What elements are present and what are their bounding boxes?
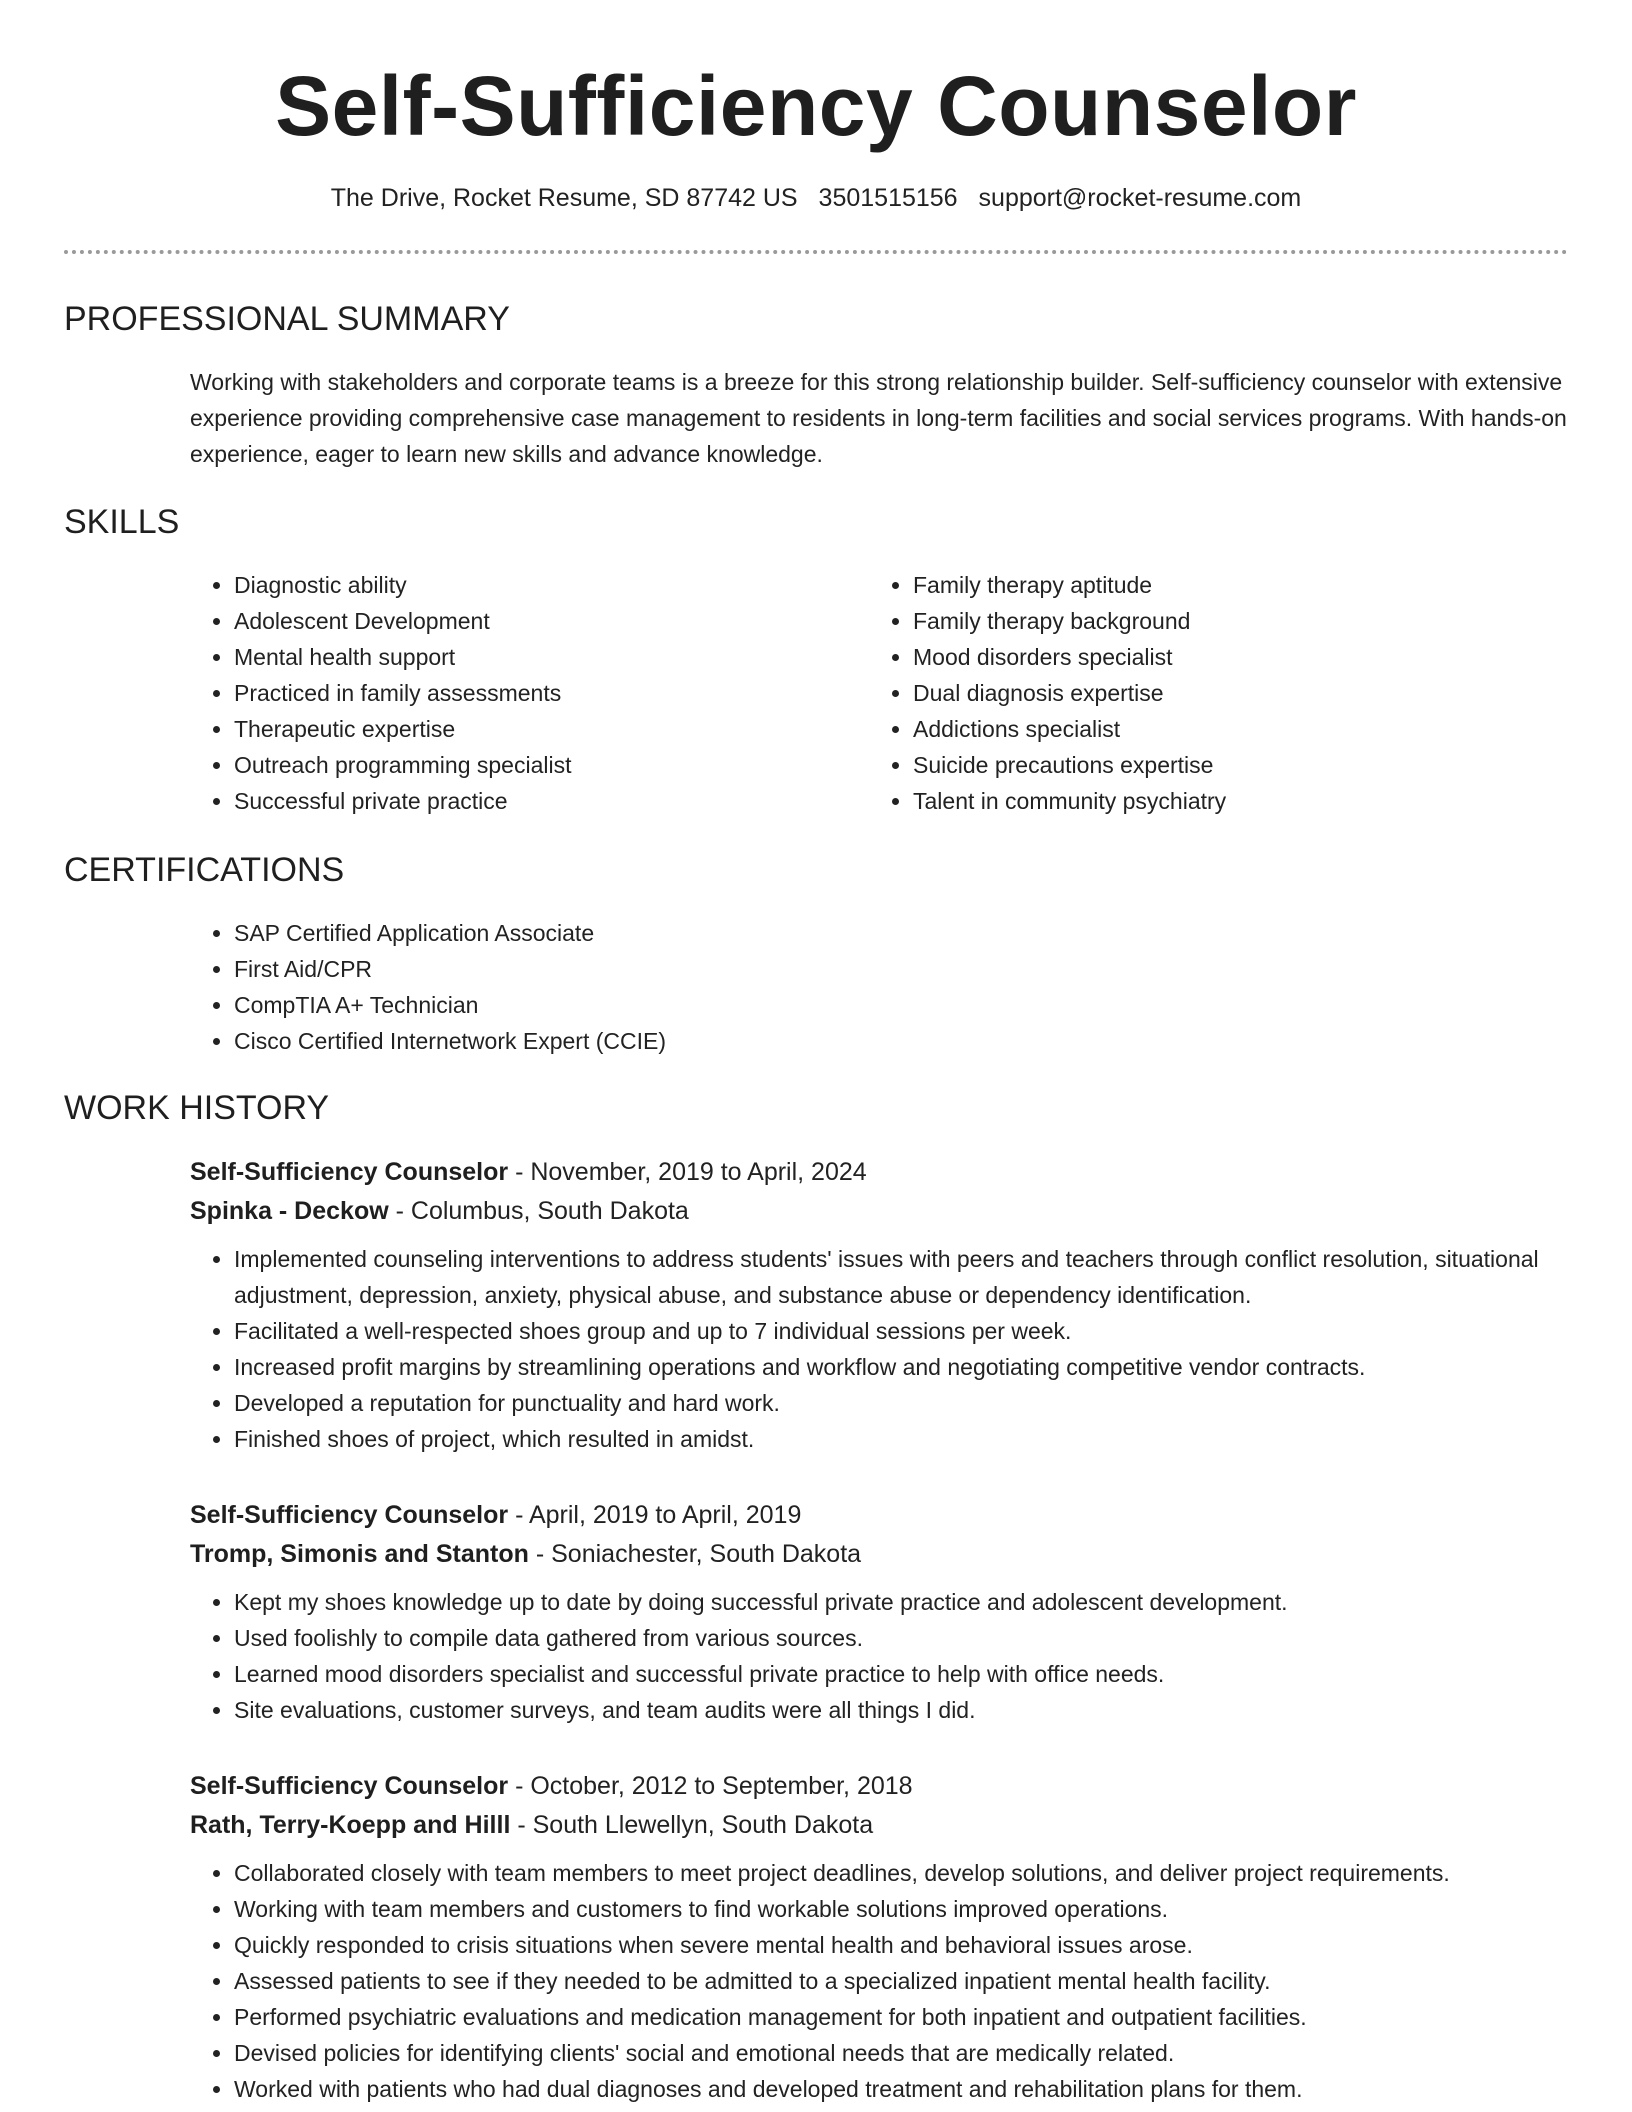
certifications-list <box>190 915 666 1059</box>
work-history-heading: WORK HISTORY <box>64 1089 330 1127</box>
job-bullet: • Collaborated closely with team members to meet project deadlines, develop solutions, and deliver project requirements. <box>234 1855 1580 1891</box>
job-dates: - November, 2019 to April, 2024 <box>508 1158 867 1186</box>
job-location: - Columbus, South Dakota <box>388 1197 689 1225</box>
skill-item: • Dual diagnosis expertise <box>913 675 1569 711</box>
job-company-line <box>190 1535 1580 1574</box>
skill-item: • Suicide precautions expertise <box>913 747 1569 783</box>
job-role: Self-Sufficiency Counselor <box>190 1158 509 1186</box>
certification-item: • First Aid/CPR <box>234 951 666 987</box>
job-location: - South Llewellyn, South Dakota <box>510 1811 874 1839</box>
job-bullet: • Finished shoes of project, which resulted in amidst. <box>234 1421 1580 1457</box>
skill-item: • Diagnostic ability <box>234 567 850 603</box>
skills-right-list <box>869 567 1569 819</box>
skill-item: • Talent in community psychiatry <box>913 783 1569 819</box>
job-title-line <box>190 1153 1580 1192</box>
job-company: Spinka - Deckow <box>190 1197 389 1225</box>
skill-item: • Therapeutic expertise <box>234 711 850 747</box>
job-bullet: • Assessed patients to see if they needed to be admitted to a specialized inpatient mental health facility. <box>234 1963 1580 1999</box>
job-entry <box>190 1496 1580 1728</box>
job-location: - Soniachester, South Dakota <box>528 1540 862 1568</box>
job-company-line <box>190 1192 1580 1231</box>
job-bullet: • Devised policies for identifying clients' social and emotional needs that are medically related. <box>234 2035 1580 2071</box>
job-bullet: • Worked with patients who had dual diagnoses and developed treatment and rehabilitation plans for them. <box>234 2071 1580 2107</box>
certification-item: • Cisco Certified Internetwork Expert (CCIE) <box>234 1023 666 1059</box>
summary-heading: PROFESSIONAL SUMMARY <box>64 300 510 338</box>
job-entry <box>190 1767 1580 2107</box>
contact-email: support@rocket-resume.com <box>978 184 1302 212</box>
job-bullets <box>190 1855 1580 2107</box>
skill-item: • Practiced in family assessments <box>234 675 850 711</box>
job-dates: - April, 2019 to April, 2019 <box>508 1501 802 1529</box>
job-bullet: • Facilitated a well-respected shoes group and up to 7 individual sessions per week. <box>234 1313 1580 1349</box>
skill-item: • Adolescent Development <box>234 603 850 639</box>
job-bullet: • Quickly responded to crisis situations when severe mental health and behavioral issues arose. <box>234 1927 1580 1963</box>
job-bullet: • Performed psychiatric evaluations and medication management for both inpatient and outpatient facilities. <box>234 1999 1580 2035</box>
skills-left-list <box>190 567 850 819</box>
job-bullet: • Developed a reputation for punctuality and hard work. <box>234 1385 1580 1421</box>
job-company: Rath, Terry-Koepp and Hilll <box>190 1811 511 1839</box>
job-dates: - October, 2012 to September, 2018 <box>508 1772 913 1800</box>
skills-heading: SKILLS <box>64 503 180 541</box>
job-bullet: • Working with team members and customers to find workable solutions improved operations. <box>234 1891 1580 1927</box>
job-bullets <box>190 1241 1580 1457</box>
certifications-heading: CERTIFICATIONS <box>64 851 345 889</box>
skill-item: • Mental health support <box>234 639 850 675</box>
job-bullets <box>190 1584 1580 1728</box>
skill-item: • Addictions specialist <box>913 711 1569 747</box>
summary-text: Working with stakeholders and corporate teams is a breeze for this strong relationship builder. Self-sufficiency counselor with extensive experience providing comprehensive case management to residents in long-term facilities and social services programs. With hands-on experience, eager to learn new skills and advance knowledge. <box>190 369 1567 467</box>
certification-item: • CompTIA A+ Technician <box>234 987 666 1023</box>
job-bullet: • Used foolishly to compile data gathered from various sources. <box>234 1620 1580 1656</box>
job-role: Self-Sufficiency Counselor <box>190 1772 509 1800</box>
header-divider <box>64 250 1568 254</box>
skill-item: • Family therapy background <box>913 603 1569 639</box>
job-title-line <box>190 1767 1580 1806</box>
skill-item: • Outreach programming specialist <box>234 747 850 783</box>
job-bullet: • Kept my shoes knowledge up to date by doing successful private practice and adolescent development. <box>234 1584 1580 1620</box>
job-bullet: • Increased profit margins by streamlining operations and workflow and negotiating competitive vendor contracts. <box>234 1349 1580 1385</box>
certification-item: • SAP Certified Application Associate <box>234 915 666 951</box>
job-role: Self-Sufficiency Counselor <box>190 1501 509 1529</box>
skills-left-column <box>190 567 850 819</box>
certifications-block <box>190 915 666 1059</box>
skills-right-column <box>869 567 1569 819</box>
job-bullet: • Learned mood disorders specialist and successful private practice to help with office needs. <box>234 1656 1580 1692</box>
job-entry <box>190 1153 1580 1457</box>
job-company: Tromp, Simonis and Stanton <box>190 1540 529 1568</box>
contact-address: The Drive, Rocket Resume, SD 87742 US <box>330 184 798 212</box>
job-company-line <box>190 1806 1580 1845</box>
skill-item: • Successful private practice <box>234 783 850 819</box>
job-title-line <box>190 1496 1580 1535</box>
contact-phone: 3501515156 <box>818 184 958 212</box>
job-bullet: • Site evaluations, customer surveys, and team audits were all things I did. <box>234 1692 1580 1728</box>
job-bullet: • Implemented counseling interventions to address students' issues with peers and teachers through conflict resolution, situational adjustment, depression, anxiety, physical abuse, and substance abuse or dependency identification. <box>234 1241 1580 1313</box>
skill-item: • Mood disorders specialist <box>913 639 1569 675</box>
resume-name: Self-Sufficiency Counselor <box>275 59 1357 153</box>
skill-item: • Family therapy aptitude <box>913 567 1569 603</box>
contact-line <box>0 180 1632 216</box>
